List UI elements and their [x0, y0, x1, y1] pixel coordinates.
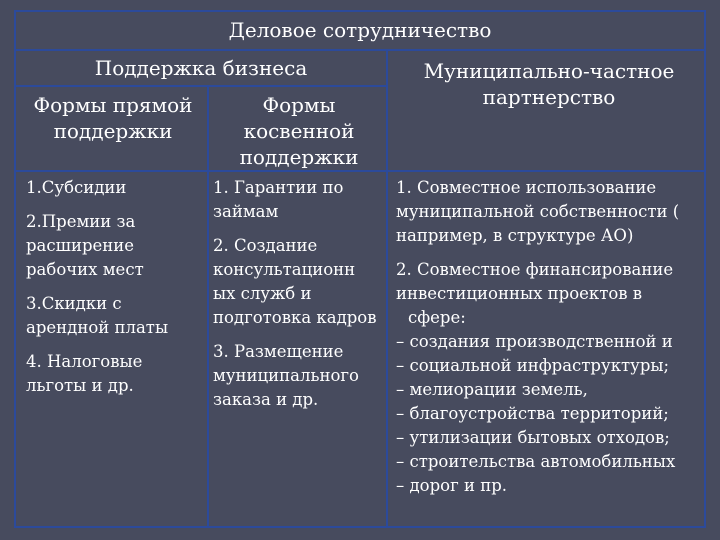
list-item: 1. Гарантии по займам	[213, 178, 344, 221]
list-item: – благоустройства территорий;	[396, 404, 669, 423]
mpp-header	[396, 58, 702, 110]
direct-support-list	[26, 176, 202, 398]
list-item: сфере:	[408, 308, 466, 327]
list-item: 1.Субсидии	[26, 178, 127, 197]
direct-support-header-text: Формы прямой поддержки	[33, 93, 193, 143]
list-item: – утилизации бытовых отходов;	[396, 428, 670, 447]
list-item: 1. Совместное использование муниципальной собственности ( например, в структуре АО)	[396, 178, 680, 245]
divider-under-form-headers	[14, 170, 706, 172]
table-title	[16, 17, 704, 43]
mpp-list	[396, 176, 700, 498]
direct-support-header	[20, 92, 206, 144]
list-item: – создания производственной и	[396, 332, 673, 351]
left-border	[14, 10, 16, 528]
indirect-support-header-text: Формы косвенной поддержки	[239, 93, 359, 169]
divider-direct-indirect	[207, 85, 209, 528]
list-item: 3.Скидки с арендной платы	[26, 294, 169, 337]
list-item: – строительства автомобильных	[396, 452, 676, 471]
business-support-header	[16, 55, 386, 81]
indirect-support-list	[213, 176, 381, 412]
list-item: 2.Премии за расширение рабочих мест	[26, 212, 144, 279]
business-support-text: Поддержка бизнеса	[94, 56, 308, 80]
right-border	[704, 10, 706, 528]
list-item: 2. Создание консультационн ых служб и подготовка кадров	[213, 236, 377, 327]
divider-under-title	[14, 49, 706, 51]
divider-support-mpp	[386, 49, 388, 528]
top-border	[14, 10, 706, 12]
list-item: – дорог и пр.	[396, 476, 508, 495]
mpp-header-text: Муниципально-частное партнерство	[423, 59, 675, 109]
table-title-text: Деловое сотрудничество	[228, 18, 492, 42]
list-item: – мелиорации земель,	[396, 380, 588, 399]
indirect-support-header	[215, 92, 383, 170]
list-item: 2. Совместное финансирование инвестиционных проектов в	[396, 260, 674, 303]
list-item: 4. Налоговые льготы и др.	[26, 352, 143, 395]
bottom-border	[14, 526, 706, 528]
list-item: – социальной инфраструктуры;	[396, 356, 670, 375]
list-item: 3. Размещение муниципального заказа и др.	[213, 342, 359, 409]
divider-under-business-support	[14, 85, 388, 87]
